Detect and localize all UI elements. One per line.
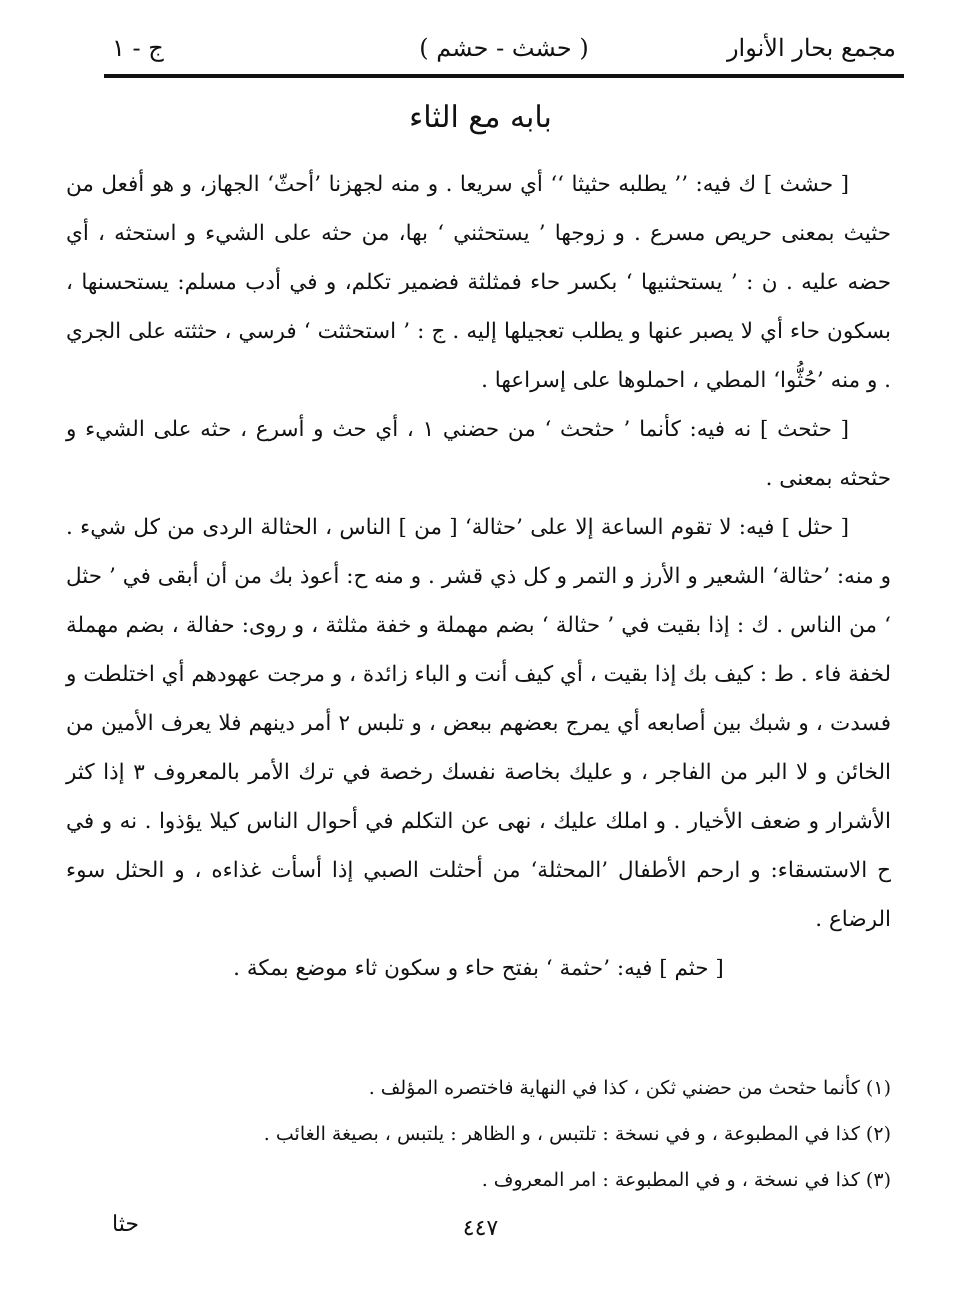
footnote-2: (٢) كذا في المطبوعة ، و في نسخة : تلتبس ، و الظاهر : يلتبس ، بصيغة الغائب . (263, 1123, 891, 1145)
entry-hathal (66, 503, 891, 944)
entry-term: [ حشث ] (763, 172, 849, 197)
footnote-3: (٣) كذا في نسخة ، و في المطبوعة : امر المعروف . (481, 1169, 891, 1191)
footnotes (66, 1065, 891, 1203)
entry-text: فيه: لا تقوم الساعة إلا على ’حثالة‘ [ من ] الناس ، الحثالة الردى من كل شيء . و منه: ’حثالة‘ الشعير و الأرز و التمر و كل ذي قشر . و منه ح: أعوذ بك من أن أبقى في ’ حثل ‘ من الناس . ك : إذا بقيت في ’ حثالة ‘ بضم مهملة و خفة مثلثة ، و روى: حفالة ، بضم مهملة لخفة فاء . ط : كيف بك إذا بقيت ، أي كيف أنت و الباء زائدة ، و مرجت عهودهم أي اختلطت و فسدت ، و شبك بين أصابعه أي يمرج بعضهم ببعض ، و تلبس ٢ أمر دينهم فلا يعرف الأمين من الخائن و لا البر من الفاجر ، و عليك بخاصة نفسك رخصة في ترك الأمر بالمعروف ٣ إذا كثر الأشرار و ضعف الأخيار . و املك عليك ، نهى عن التكلم في أحوال الناس كيلا يؤذوا . نه و في ح الاستسقاء: و ارحم الأطفال ’المحثلة‘ من أحثلت الصبي إذا أسأت غذاءه ، و الحثل سوء الرضاع . (66, 515, 891, 932)
entry-hatham (66, 944, 891, 993)
entry-term: [ حثل ] (781, 515, 849, 540)
section-title: بابه مع الثاء (409, 100, 552, 135)
book-title: مجمع بحار الأنوار (726, 34, 896, 62)
entry-hathhath (66, 405, 891, 503)
entry-text: نه فيه: كأنما ’ حثحث ‘ من حضني ١ ، أي حث و أسرع ، حثه على الشيء و حثحثه بمعنى . (66, 417, 891, 491)
running-header (112, 30, 896, 72)
main-text (66, 160, 891, 993)
entry-term: [ حثم ] (659, 956, 724, 981)
footnote-1: (١) كأنما حثحث من حضني ثكن ، كذا في النهاية فاختصره المؤلف . (368, 1077, 891, 1099)
page-number: ٤٤٧ (462, 1216, 499, 1241)
entry-text: فيه: ’حثمة ‘ بفتح حاء و سكون ثاء موضع بمكة . (233, 956, 653, 981)
entry-text: ك فيه: ’’ يطلبه حثيثا ‘‘ أي سريعا . و منه لجهزنا ’أحثّ‘ الجهاز، و هو أفعل من حثيث بمعنى حريص مسرع . و زوجها ’ يستحثني ‘ بها، من حثه على الشيء و استحثه ، أي حضه عليه . ن : ’ يستحثنيها ‘ بكسر حاء فمثلثة فضمير تكلم، و في أدب مسلم: يستحسنها ، بسكون حاء أي لا يصبر عنها و يطلب تعجيلها إليه . ج : ’ استحثثت ‘ فرسي ، حثثته على الجري . و منه ’حُثُّوا‘ المطي ، احملوها على إسراعها . (66, 172, 891, 393)
entry-hathath (66, 160, 891, 405)
volume-label: ج - ١ (112, 34, 164, 62)
catchword: حثا (112, 1212, 139, 1237)
entry-range: ( حشث - حشم ) (419, 34, 589, 62)
header-rule (104, 74, 904, 78)
entry-term: [ حثحث ] (760, 417, 849, 442)
